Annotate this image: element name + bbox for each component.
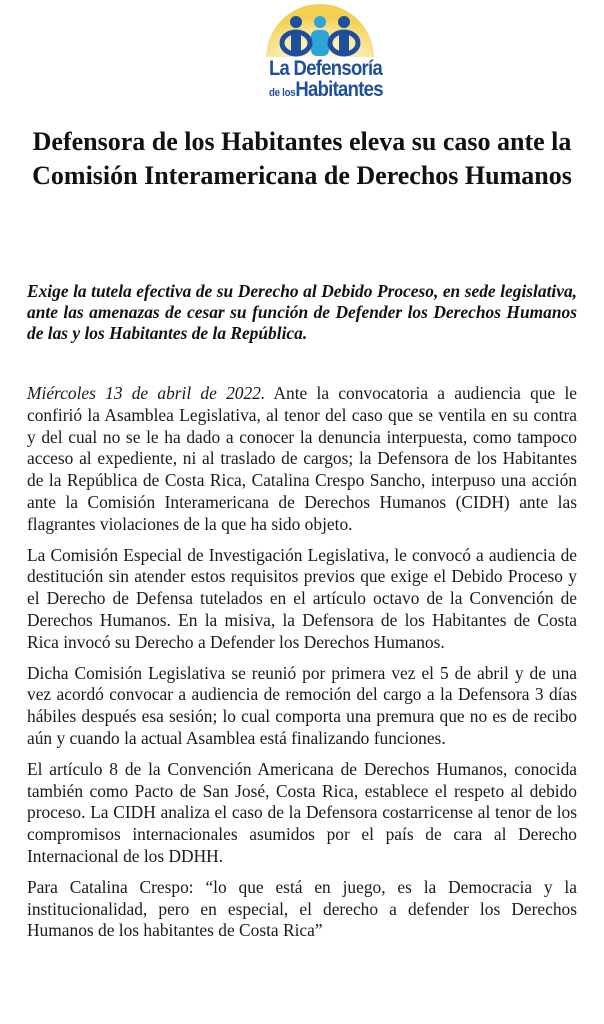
document-title: Defensora de los Habitantes eleva su caso ante la Comisión Interamericana de Derechos Humanos bbox=[32, 127, 572, 190]
paragraph-2: La Comisión Especial de Investigación Legislativa, le convocó a audiencia de destitución sin atender estos requisitos previos que exige el Debido Proceso y el Derecho de Defensa tutelados en el artículo octavo de la Convención de Derechos Humanos. En la misiva, la Defensora de los Habitantes de Costa Rica invocó su Derecho a Defender los Derechos Humanos. bbox=[27, 544, 577, 652]
person-head-icon bbox=[338, 16, 350, 28]
document-subtitle: Exige la tutela efectiva de su Derecho al Debido Proceso, en sede legislativa, ante las amenazas de cesar su función de Defender los Derechos Humanos de las y los Habitantes de la República. bbox=[27, 281, 577, 343]
defensoria-logo bbox=[262, 0, 383, 104]
logo-text-small: de los bbox=[268, 87, 296, 99]
paragraph-1-text: Ante la convocatoria a audiencia que le confirió la Asamblea Legislativa, al tenor del caso que se ventila en su contra y del cual no se le ha dado a conocer la denuncia interpuesta, como tampoco acceso al expediente, ni al traslado de cargos; la Defensora de los Habitantes de la República de Costa Rica, Catalina Crespo Sancho, interpuso una acción ante la Comisión Interamericana de Derechos Humanos (CIDH) ante las flagrantes violaciones de la que ha sido objeto. bbox=[27, 383, 577, 534]
paragraph-4: El artículo 8 de la Convención Americana de Derechos Humanos, conocida también como Pacto de San José, Costa Rica, establece el respeto al debido proceso. La CIDH analiza el caso de la Defensora costarricense al tenor de los compromisos internacionales asumidos por el país de cara al Derecho Internacional de los DDHH. bbox=[27, 758, 577, 866]
person-body-icon bbox=[291, 30, 301, 56]
person-body-icon bbox=[311, 30, 329, 56]
document-body bbox=[27, 383, 577, 951]
logo-text-big: Habitantes bbox=[295, 78, 383, 101]
logo-text-line2 bbox=[268, 78, 383, 104]
paragraph-1 bbox=[27, 383, 577, 536]
person-body-icon bbox=[339, 30, 349, 56]
logo-people-emblem-icon bbox=[262, 0, 378, 60]
dateline: Miércoles 13 de abril de 2022. bbox=[27, 383, 266, 403]
person-head-icon bbox=[290, 16, 302, 28]
person-head-icon bbox=[314, 16, 326, 28]
paragraph-3: Dicha Comisión Legislativa se reunió por primera vez el 5 de abril y de una vez acordó convocar a audiencia de remoción del cargo a la Defensora 3 días hábiles después esa sesión; lo cual comporta una premura que no es de recibo aún y cuando la actual Asamblea está finalizando funciones. bbox=[27, 662, 577, 748]
paragraph-5: Para Catalina Crespo: “lo que está en juego, es la Democracia y la institucionalidad, pero en especial, el derecho a defender los Derechos Humanos de los habitantes de Costa Rica” bbox=[27, 876, 577, 941]
logo-text-line1: La Defensoría bbox=[268, 57, 383, 80]
